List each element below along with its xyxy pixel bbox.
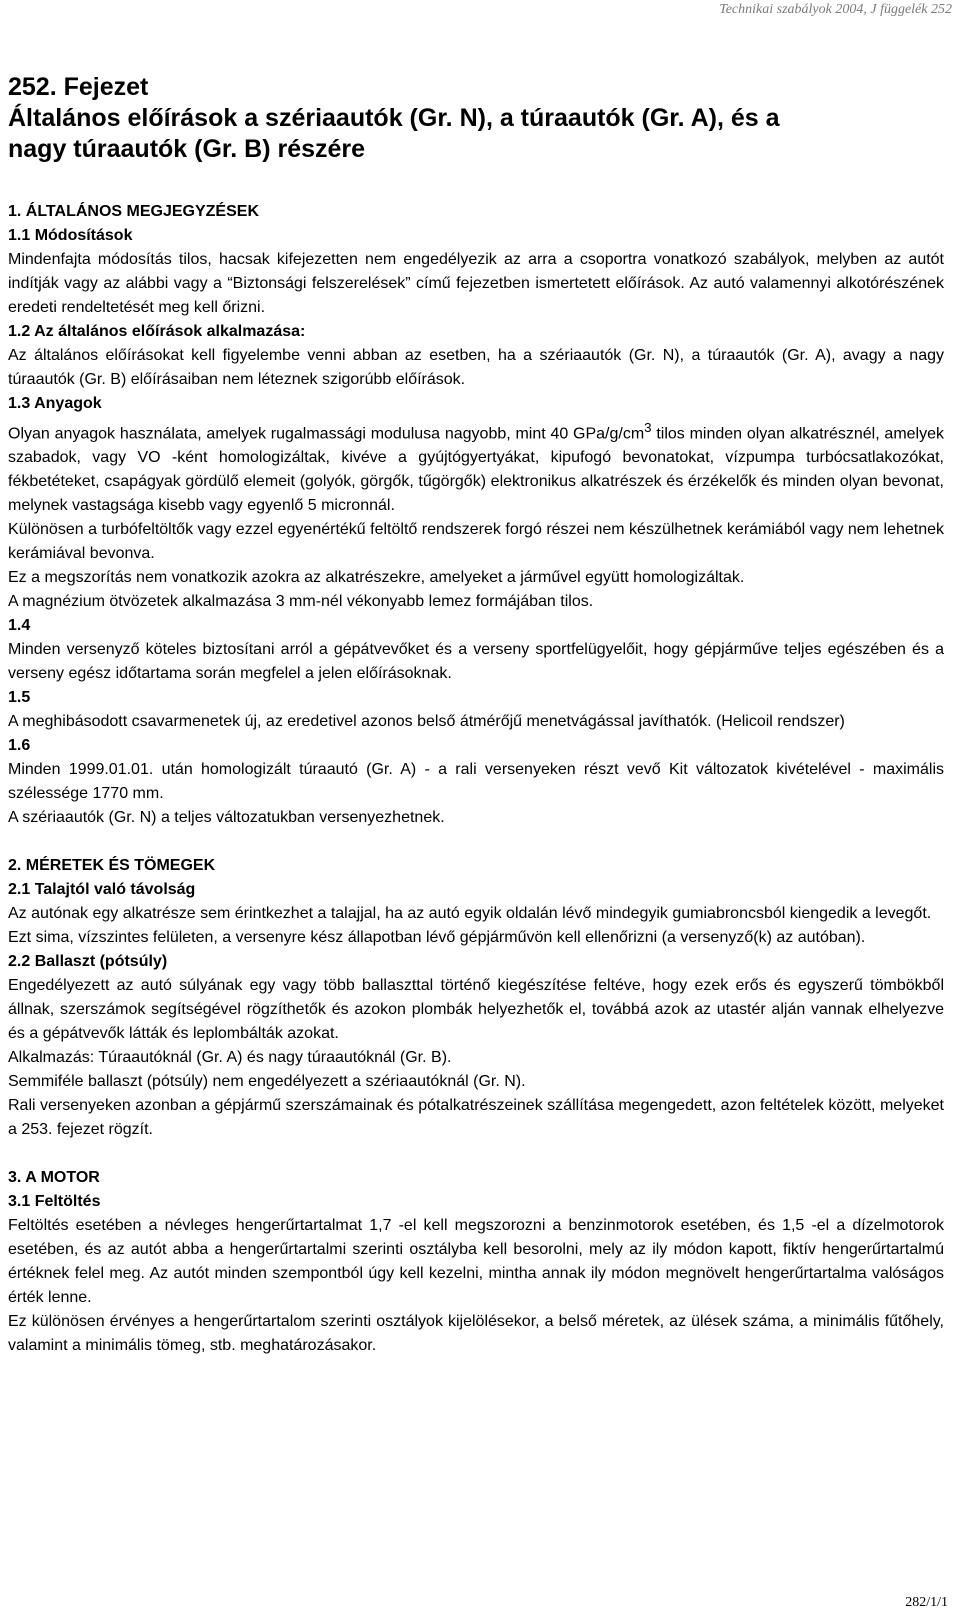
running-header: Technikai szabályok 2004, J függelék 252 bbox=[719, 2, 952, 17]
section-2-1-paragraph-2: Ezt sima, vízszintes felületen, a versenyre kész állapotban lévő gépjárművön kell ellenőrizni (a versenyző(k) az autóban). bbox=[8, 929, 866, 947]
section-2-1-heading: 2.1 Talajtól való távolság bbox=[8, 881, 196, 899]
section-1-3-paragraph-1 bbox=[8, 416, 944, 518]
chapter-title-line-3: nagy túraautók (Gr. B) részére bbox=[8, 135, 366, 163]
section-2-2-heading: 2.2 Ballaszt (pótsúly) bbox=[8, 953, 168, 971]
section-2-1-paragraph-1: Az autónak egy alkatrésze sem érintkezhet a talajjal, ha az autó egyik oldalán lévő mindegyik gumiabroncsból kiengedik a levegőt. bbox=[8, 905, 932, 923]
section-1-5-paragraph: A meghibásodott csavarmenetek új, az eredetivel azonos belső átmérőjű menetvágással javíthatók. (Helicoil rendszer) bbox=[8, 713, 845, 731]
section-1-1-heading: 1.1 Módosítások bbox=[8, 227, 133, 244]
section-3-1-paragraph-1: Feltöltés esetében a névleges hengerűrtartalmat 1,7 -el kell megszorozni a benzinmotorok esetében, és 1,5 -el a dízelmotorok esetében, és az autót abba a hengerűrtartalmi szerinti osztályba kell besorolni, mely az ily módon kapott, fiktív hengerűrtartalmú értéknek felel meg. Az autót minden szempontból úgy kell kezelni, mintha annak ily módon megnövelt hengerűrtartalma valóságos érték lenne. bbox=[8, 1217, 944, 1307]
document-body bbox=[8, 200, 944, 1358]
chapter-title bbox=[8, 72, 938, 165]
section-3-heading: 3. A MOTOR bbox=[8, 1169, 100, 1187]
section-1-4-heading: 1.4 bbox=[8, 617, 31, 635]
section-1-3-paragraph-2: Különösen a turbófeltöltők vagy ezzel egyenértékű feltöltő rendszerek forgó részei nem készülhetnek kerámiából vagy nem lehetnek kerámiával bevonva. bbox=[8, 521, 944, 563]
section-1-1-paragraph: Mindenfajta módosítás tilos, hacsak kifejezetten nem engedélyezik az arra a csoportra vonatkozó szabályok, melyben az autót indítják vagy az alábbi vagy a “Biztonsági felszerelések” című fejezetben ismertetett előírások. Az autó valamennyi alkotórészének eredeti rendeltetését meg kell őrizni. bbox=[8, 251, 944, 316]
spacer bbox=[8, 1142, 944, 1166]
section-2-2-paragraph-1: Engedélyezett az autó súlyának egy vagy több ballaszttal történő kiegészítése feltéve, hogy ezek erős és egyszerű tömbökből állnak, szerszámok segítségével rögzíthetők és azokon plombák helyezhetők el, továbbá azok az utastér alján vannak elhelyezve és a gépátvevők látták és leplombálták azokat. bbox=[8, 977, 944, 1043]
section-2-2-paragraph-4: Rali versenyeken azonban a gépjármű szerszámainak és pótalkatrészeinek szállítása megengedett, azon feltételek között, melyeket a 253. fejezet rögzít. bbox=[8, 1097, 944, 1139]
section-1-6-paragraph-1: Minden 1999.01.01. után homologizált túraautó (Gr. A) - a rali versenyeken részt vevő Kit változatok kivételével - maximális szélessége 1770 mm. bbox=[8, 761, 944, 803]
text-run: Olyan anyagok használata, amelyek rugalmassági modulusa nagyobb, mint 40 GPa/g/cm bbox=[8, 425, 645, 443]
section-3-1-heading: 3.1 Feltöltés bbox=[8, 1193, 101, 1211]
section-2-2-paragraph-3: Semmiféle ballaszt (pótsúly) nem engedélyezett a szériaautóknál (Gr. N). bbox=[8, 1073, 526, 1091]
section-1-4-paragraph: Minden versenyző köteles biztosítani arról a gépátvevőket és a verseny sportfelügyelőit, hogy gépjárműve teljes egészében és a verseny egész időtartama során megfelel a jelen előírásoknak. bbox=[8, 641, 944, 683]
section-1-5-heading: 1.5 bbox=[8, 689, 31, 707]
section-1-3-heading: 1.3 Anyagok bbox=[8, 395, 102, 412]
chapter-title-line-1: 252. Fejezet bbox=[8, 73, 149, 101]
section-1-3-paragraph-3: Ez a megszorítás nem vonatkozik azokra az alkatrészekre, amelyeket a járművel együtt homologizáltak. bbox=[8, 569, 745, 587]
section-1-6-heading: 1.6 bbox=[8, 737, 31, 755]
section-1-heading: 1. ÁLTALÁNOS MEGJEGYZÉSEK bbox=[8, 203, 259, 220]
section-1-2-heading: 1.2 Az általános előírások alkalmazása: bbox=[8, 323, 306, 340]
section-3-1-paragraph-2: Ez különösen érvényes a hengerűrtartalom szerinti osztályok kijelölésekor, a belső méretek, az ülések száma, a minimális fűtőhely, valamint a minimális tömeg, stb. meghatározásakor. bbox=[8, 1313, 944, 1355]
section-1-3-paragraph-4: A magnézium ötvözetek alkalmazása 3 mm-nél vékonyabb lemez formájában tilos. bbox=[8, 593, 594, 611]
chapter-title-line-2: Általános előírások a szériaautók (Gr. N), a túraautók (Gr. A), és a bbox=[8, 104, 780, 132]
superscript: 3 bbox=[644, 420, 652, 435]
section-1-6-paragraph-2: A szériaautók (Gr. N) a teljes változatukban versenyezhetnek. bbox=[8, 809, 445, 827]
section-1-2-paragraph: Az általános előírásokat kell figyelembe venni abban az esetben, ha a szériaautók (Gr. N), a túraautók (Gr. A), avagy a nagy túraautók (Gr. B) előírásaiban nem léteznek szigorúbb előírások. bbox=[8, 347, 944, 388]
section-2-heading: 2. MÉRETEK ÉS TÖMEGEK bbox=[8, 857, 216, 875]
page-number: 282/1/1 bbox=[905, 1595, 948, 1610]
text-run: tilos minden olyan alkatrésznél, amelyek szabadok, vagy VO -ként homologizáltak, kivéve a gyújtógyertyákat, kipufogó bevonatokat, vízpumpa turbócsatlakozókat, fékbetéteket, csapágyak gördülő elemeit (golyók, görgők, tűgörgők) elektronikus alkatrészek és érzékelők és minden olyan bevonat, melynek vastagsága kisebb vagy egyenlő 5 micronnál. bbox=[8, 425, 945, 515]
section-2-2-paragraph-2: Alkalmazás: Túraautóknál (Gr. A) és nagy túraautóknál (Gr. B). bbox=[8, 1049, 452, 1067]
spacer bbox=[8, 830, 944, 854]
